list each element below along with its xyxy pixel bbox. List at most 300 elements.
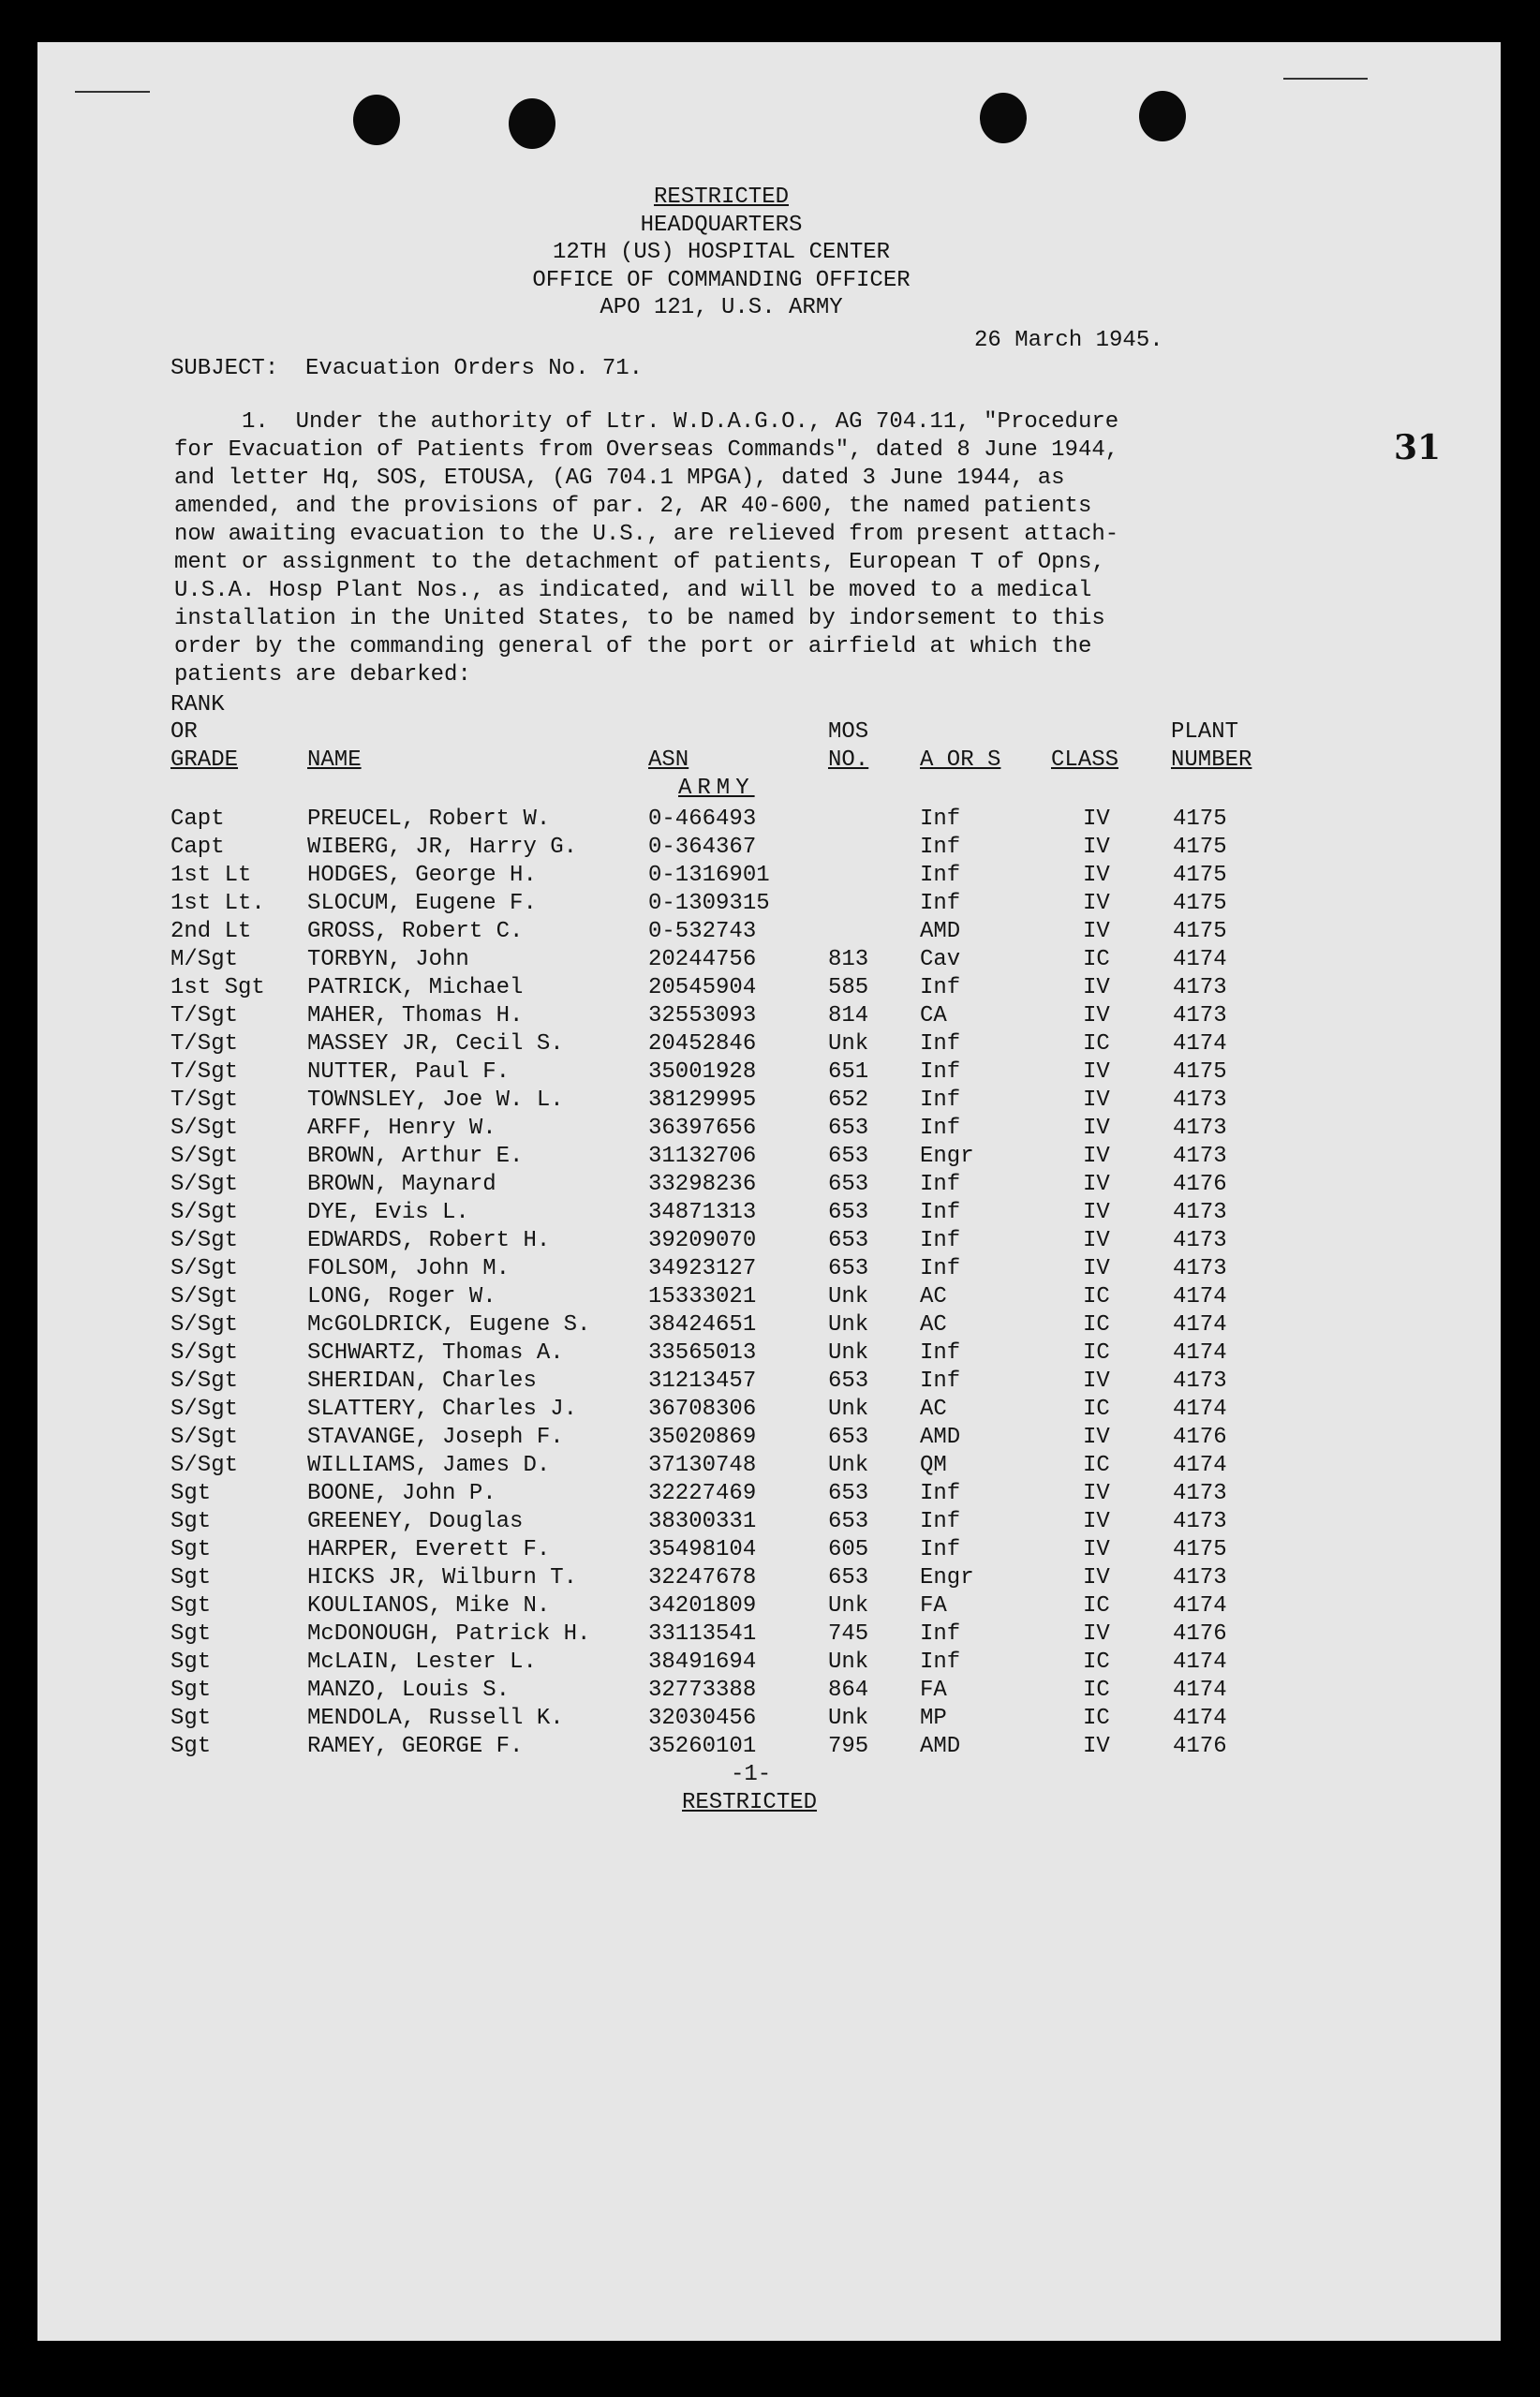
cell-mos: 813 bbox=[828, 947, 869, 972]
cell-a-or-s: Inf bbox=[920, 1172, 961, 1197]
cell-plant-number: 4175 bbox=[1173, 863, 1227, 888]
table-row bbox=[0, 1508, 1540, 1536]
cell-name: PATRICK, Michael bbox=[307, 975, 524, 1000]
cell-asn: 35498104 bbox=[648, 1537, 757, 1562]
table-row bbox=[0, 1564, 1540, 1592]
cell-class: IC bbox=[1083, 1706, 1110, 1731]
cell-class: IC bbox=[1083, 947, 1110, 972]
cell-grade: Sgt bbox=[170, 1734, 212, 1759]
table-row bbox=[0, 1649, 1540, 1677]
cell-asn: 34871313 bbox=[648, 1200, 757, 1225]
cell-grade: T/Sgt bbox=[170, 1059, 239, 1085]
table-row bbox=[0, 1115, 1540, 1143]
cell-plant-number: 4174 bbox=[1173, 1650, 1227, 1675]
cell-a-or-s: Inf bbox=[920, 975, 961, 1000]
cell-name: MENDOLA, Russell K. bbox=[307, 1706, 564, 1731]
cell-plant-number: 4173 bbox=[1173, 975, 1227, 1000]
cell-plant-number: 4174 bbox=[1173, 1678, 1227, 1703]
cell-grade: S/Sgt bbox=[170, 1340, 239, 1366]
hq-heading: HEADQUARTERS bbox=[640, 212, 803, 238]
subject-line: SUBJECT: Evacuation Orders No. 71. bbox=[170, 356, 644, 381]
cell-class: IV bbox=[1083, 1172, 1110, 1197]
cell-mos: 653 bbox=[828, 1228, 869, 1253]
table-row bbox=[0, 834, 1540, 862]
cell-name: HICKS JR, Wilburn T. bbox=[307, 1565, 578, 1591]
cell-class: IV bbox=[1083, 863, 1110, 888]
cell-name: STAVANGE, Joseph F. bbox=[307, 1425, 564, 1450]
cell-class: IC bbox=[1083, 1284, 1110, 1309]
cell-grade: 2nd Lt bbox=[170, 919, 252, 944]
cell-grade: Sgt bbox=[170, 1678, 212, 1703]
cell-grade: Sgt bbox=[170, 1650, 212, 1675]
cell-a-or-s: Inf bbox=[920, 1650, 961, 1675]
cell-class: IV bbox=[1083, 1565, 1110, 1591]
restricted-heading: RESTRICTED bbox=[653, 185, 790, 210]
cell-asn: 33298236 bbox=[648, 1172, 757, 1197]
table-row bbox=[0, 1058, 1540, 1087]
table-row bbox=[0, 1424, 1540, 1452]
cell-asn: 32773388 bbox=[648, 1678, 757, 1703]
table-row bbox=[0, 862, 1540, 890]
cell-asn: 0-532743 bbox=[648, 919, 757, 944]
cell-class: IV bbox=[1083, 1116, 1110, 1141]
cell-grade: S/Sgt bbox=[170, 1228, 239, 1253]
cell-grade: S/Sgt bbox=[170, 1284, 239, 1309]
cell-a-or-s: FA bbox=[920, 1593, 947, 1619]
cell-mos: Unk bbox=[828, 1340, 869, 1366]
cell-name: NUTTER, Paul F. bbox=[307, 1059, 511, 1085]
cell-grade: 1st Lt. bbox=[170, 891, 265, 916]
punch-hole bbox=[1139, 91, 1186, 141]
cell-mos: 745 bbox=[828, 1621, 869, 1647]
cell-a-or-s: Inf bbox=[920, 1256, 961, 1281]
cell-class: IV bbox=[1083, 1256, 1110, 1281]
table-row bbox=[0, 806, 1540, 834]
cell-grade: S/Sgt bbox=[170, 1425, 239, 1450]
cell-asn: 32227469 bbox=[648, 1481, 757, 1506]
page-number-stamp: 31 bbox=[1394, 428, 1442, 467]
col-mos-line1: MOS bbox=[828, 719, 869, 745]
table-row bbox=[0, 1705, 1540, 1733]
table-header bbox=[0, 691, 1540, 776]
cell-name: RAMEY, GEORGE F. bbox=[307, 1734, 524, 1759]
cell-name: KOULIANOS, Mike N. bbox=[307, 1593, 551, 1619]
cell-class: IV bbox=[1083, 806, 1110, 832]
letterhead bbox=[468, 184, 974, 322]
cell-class: IC bbox=[1083, 1312, 1110, 1338]
cell-class: IV bbox=[1083, 1059, 1110, 1085]
cell-class: IV bbox=[1083, 1088, 1110, 1113]
table-row bbox=[0, 1002, 1540, 1030]
cell-mos: Unk bbox=[828, 1650, 869, 1675]
cell-class: IV bbox=[1083, 1621, 1110, 1647]
cell-plant-number: 4176 bbox=[1173, 1621, 1227, 1647]
cell-class: IC bbox=[1083, 1031, 1110, 1057]
table-row bbox=[0, 918, 1540, 946]
cell-name: SCHWARTZ, Thomas A. bbox=[307, 1340, 564, 1366]
patient-table bbox=[0, 806, 1540, 1761]
col-grade-line2: OR bbox=[170, 719, 198, 745]
cell-asn: 38491694 bbox=[648, 1650, 757, 1675]
cell-grade: S/Sgt bbox=[170, 1172, 239, 1197]
cell-grade: Sgt bbox=[170, 1537, 212, 1562]
cell-plant-number: 4176 bbox=[1173, 1172, 1227, 1197]
cell-grade: M/Sgt bbox=[170, 947, 239, 972]
table-row bbox=[0, 1199, 1540, 1227]
cell-class: IV bbox=[1083, 1228, 1110, 1253]
cell-mos: 605 bbox=[828, 1537, 869, 1562]
cell-grade: 1st Lt bbox=[170, 863, 252, 888]
cell-plant-number: 4174 bbox=[1173, 1312, 1227, 1338]
cell-class: IV bbox=[1083, 1537, 1110, 1562]
table-row bbox=[0, 1677, 1540, 1705]
col-grade-line3: GRADE bbox=[170, 747, 239, 773]
cell-mos: 652 bbox=[828, 1088, 869, 1113]
punch-hole bbox=[980, 93, 1027, 143]
cell-asn: 31213457 bbox=[648, 1369, 757, 1394]
cell-plant-number: 4174 bbox=[1173, 1340, 1227, 1366]
table-row bbox=[0, 1171, 1540, 1199]
cell-a-or-s: Inf bbox=[920, 1369, 961, 1394]
cell-asn: 33113541 bbox=[648, 1621, 757, 1647]
cell-name: GREENEY, Douglas bbox=[307, 1509, 524, 1534]
cell-plant-number: 4173 bbox=[1173, 1116, 1227, 1141]
cell-name: BROWN, Arthur E. bbox=[307, 1144, 524, 1169]
table-row bbox=[0, 1733, 1540, 1761]
cell-name: TORBYN, John bbox=[307, 947, 469, 972]
paragraph-line: amended, and the provisions of par. 2, AR 40-600, the named patients bbox=[174, 494, 1092, 519]
cell-asn: 20244756 bbox=[648, 947, 757, 972]
cell-mos: 653 bbox=[828, 1116, 869, 1141]
table-row bbox=[0, 946, 1540, 974]
cell-plant-number: 4175 bbox=[1173, 1537, 1227, 1562]
cell-class: IV bbox=[1083, 1425, 1110, 1450]
paragraph-line: now awaiting evacuation to the U.S., are relieved from present attach- bbox=[174, 522, 1119, 547]
cell-mos: 653 bbox=[828, 1200, 869, 1225]
cell-a-or-s: Inf bbox=[920, 1340, 961, 1366]
table-row bbox=[0, 1283, 1540, 1311]
table-row bbox=[0, 974, 1540, 1002]
col-aors: A OR S bbox=[920, 747, 1001, 773]
cell-grade: Sgt bbox=[170, 1621, 212, 1647]
cell-name: McDONOUGH, Patrick H. bbox=[307, 1621, 591, 1647]
cell-class: IV bbox=[1083, 1144, 1110, 1169]
cell-grade: S/Sgt bbox=[170, 1369, 239, 1394]
table-row bbox=[0, 1592, 1540, 1620]
cell-plant-number: 4173 bbox=[1173, 1481, 1227, 1506]
cell-mos: 864 bbox=[828, 1678, 869, 1703]
cell-class: IV bbox=[1083, 891, 1110, 916]
cell-class: IV bbox=[1083, 1509, 1110, 1534]
cell-a-or-s: Cav bbox=[920, 947, 961, 972]
cell-mos: Unk bbox=[828, 1397, 869, 1422]
cell-name: GROSS, Robert C. bbox=[307, 919, 524, 944]
cell-grade: Sgt bbox=[170, 1565, 212, 1591]
col-grade-line1: RANK bbox=[170, 692, 225, 718]
col-plant-line2: NUMBER bbox=[1171, 747, 1252, 773]
cell-mos: Unk bbox=[828, 1031, 869, 1057]
cell-plant-number: 4173 bbox=[1173, 1003, 1227, 1028]
cell-name: SLATTERY, Charles J. bbox=[307, 1397, 578, 1422]
cell-mos: 653 bbox=[828, 1509, 869, 1534]
col-class: CLASS bbox=[1051, 747, 1119, 773]
cell-plant-number: 4174 bbox=[1173, 1397, 1227, 1422]
cell-a-or-s: AMD bbox=[920, 1425, 961, 1450]
cell-plant-number: 4173 bbox=[1173, 1369, 1227, 1394]
paragraph-line: installation in the United States, to be named by indorsement to this bbox=[174, 606, 1105, 631]
cell-plant-number: 4175 bbox=[1173, 1059, 1227, 1085]
cell-name: MASSEY JR, Cecil S. bbox=[307, 1031, 564, 1057]
cell-a-or-s: Inf bbox=[920, 1200, 961, 1225]
cell-mos: Unk bbox=[828, 1284, 869, 1309]
document-date: 26 March 1945. bbox=[974, 328, 1163, 353]
table-row bbox=[0, 1339, 1540, 1368]
cell-mos: 814 bbox=[828, 1003, 869, 1028]
cell-asn: 38424651 bbox=[648, 1312, 757, 1338]
cell-asn: 34923127 bbox=[648, 1256, 757, 1281]
cell-mos: 585 bbox=[828, 975, 869, 1000]
table-row bbox=[0, 1311, 1540, 1339]
cell-name: WIBERG, JR, Harry G. bbox=[307, 835, 578, 860]
cell-plant-number: 4173 bbox=[1173, 1144, 1227, 1169]
col-plant-line1: PLANT bbox=[1171, 719, 1239, 745]
cell-plant-number: 4173 bbox=[1173, 1200, 1227, 1225]
cell-class: IC bbox=[1083, 1650, 1110, 1675]
table-row bbox=[0, 1255, 1540, 1283]
cell-class: IV bbox=[1083, 1481, 1110, 1506]
cell-plant-number: 4173 bbox=[1173, 1088, 1227, 1113]
cell-name: LONG, Roger W. bbox=[307, 1284, 496, 1309]
cell-name: MANZO, Louis S. bbox=[307, 1678, 511, 1703]
cell-grade: Sgt bbox=[170, 1509, 212, 1534]
cell-asn: 0-364367 bbox=[648, 835, 757, 860]
cell-plant-number: 4173 bbox=[1173, 1509, 1227, 1534]
table-row bbox=[0, 1452, 1540, 1480]
cell-name: SHERIDAN, Charles bbox=[307, 1369, 537, 1394]
cell-asn: 37130748 bbox=[648, 1453, 757, 1478]
cell-a-or-s: FA bbox=[920, 1678, 947, 1703]
fold-mark bbox=[75, 91, 150, 93]
cell-class: IV bbox=[1083, 1369, 1110, 1394]
cell-a-or-s: MP bbox=[920, 1706, 947, 1731]
table-row bbox=[0, 1620, 1540, 1649]
table-row bbox=[0, 890, 1540, 918]
cell-a-or-s: AMD bbox=[920, 1734, 961, 1759]
cell-a-or-s: Inf bbox=[920, 1537, 961, 1562]
cell-grade: Sgt bbox=[170, 1481, 212, 1506]
cell-class: IV bbox=[1083, 975, 1110, 1000]
cell-plant-number: 4174 bbox=[1173, 1284, 1227, 1309]
cell-a-or-s: Inf bbox=[920, 863, 961, 888]
col-mos-line2: NO. bbox=[828, 747, 869, 773]
cell-plant-number: 4173 bbox=[1173, 1228, 1227, 1253]
cell-asn: 36397656 bbox=[648, 1116, 757, 1141]
footer-restricted: RESTRICTED bbox=[682, 1790, 818, 1815]
cell-a-or-s: Inf bbox=[920, 1088, 961, 1113]
cell-asn: 20545904 bbox=[648, 975, 757, 1000]
cell-plant-number: 4175 bbox=[1173, 806, 1227, 832]
cell-name: HODGES, George H. bbox=[307, 863, 537, 888]
cell-mos: Unk bbox=[828, 1706, 869, 1731]
cell-plant-number: 4174 bbox=[1173, 1453, 1227, 1478]
cell-grade: S/Sgt bbox=[170, 1453, 239, 1478]
cell-mos: Unk bbox=[828, 1312, 869, 1338]
cell-a-or-s: Inf bbox=[920, 1031, 961, 1057]
cell-grade: S/Sgt bbox=[170, 1200, 239, 1225]
cell-a-or-s: Inf bbox=[920, 1116, 961, 1141]
cell-mos: 653 bbox=[828, 1425, 869, 1450]
section-label-army: ARMY bbox=[678, 776, 755, 801]
cell-mos: 653 bbox=[828, 1369, 869, 1394]
cell-name: BOONE, John P. bbox=[307, 1481, 496, 1506]
cell-grade: Sgt bbox=[170, 1593, 212, 1619]
punch-hole bbox=[509, 98, 555, 149]
cell-asn: 15333021 bbox=[648, 1284, 757, 1309]
cell-a-or-s: Engr bbox=[920, 1565, 974, 1591]
table-row bbox=[0, 1227, 1540, 1255]
paragraph-line: 1. Under the authority of Ltr. W.D.A.G.O., AG 704.11, "Procedure bbox=[174, 409, 1119, 435]
cell-plant-number: 4175 bbox=[1173, 835, 1227, 860]
cell-mos: 651 bbox=[828, 1059, 869, 1085]
cell-asn: 36708306 bbox=[648, 1397, 757, 1422]
cell-a-or-s: QM bbox=[920, 1453, 947, 1478]
cell-name: ARFF, Henry W. bbox=[307, 1116, 496, 1141]
cell-mos: 653 bbox=[828, 1565, 869, 1591]
cell-plant-number: 4175 bbox=[1173, 919, 1227, 944]
cell-asn: 34201809 bbox=[648, 1593, 757, 1619]
cell-mos: 653 bbox=[828, 1481, 869, 1506]
cell-grade: 1st Sgt bbox=[170, 975, 265, 1000]
cell-name: PREUCEL, Robert W. bbox=[307, 806, 551, 832]
cell-plant-number: 4174 bbox=[1173, 1593, 1227, 1619]
cell-asn: 39209070 bbox=[648, 1228, 757, 1253]
col-asn: ASN bbox=[648, 747, 689, 773]
unit-heading: 12TH (US) HOSPITAL CENTER bbox=[552, 240, 891, 265]
cell-plant-number: 4173 bbox=[1173, 1565, 1227, 1591]
cell-plant-number: 4174 bbox=[1173, 1706, 1227, 1731]
cell-asn: 33565013 bbox=[648, 1340, 757, 1366]
cell-class: IV bbox=[1083, 835, 1110, 860]
cell-name: EDWARDS, Robert H. bbox=[307, 1228, 551, 1253]
cell-grade: S/Sgt bbox=[170, 1116, 239, 1141]
cell-name: McGOLDRICK, Eugene S. bbox=[307, 1312, 591, 1338]
cell-asn: 31132706 bbox=[648, 1144, 757, 1169]
table-row bbox=[0, 1536, 1540, 1564]
cell-class: IV bbox=[1083, 919, 1110, 944]
cell-asn: 32553093 bbox=[648, 1003, 757, 1028]
cell-a-or-s: Inf bbox=[920, 1059, 961, 1085]
cell-class: IC bbox=[1083, 1678, 1110, 1703]
cell-plant-number: 4174 bbox=[1173, 947, 1227, 972]
cell-grade: S/Sgt bbox=[170, 1397, 239, 1422]
paragraph-line: U.S.A. Hosp Plant Nos., as indicated, and will be moved to a medical bbox=[174, 578, 1092, 603]
cell-asn: 0-466493 bbox=[648, 806, 757, 832]
cell-asn: 38300331 bbox=[648, 1509, 757, 1534]
cell-plant-number: 4173 bbox=[1173, 1256, 1227, 1281]
cell-a-or-s: Inf bbox=[920, 1509, 961, 1534]
cell-mos: 653 bbox=[828, 1144, 869, 1169]
paragraph-line: order by the commanding general of the port or airfield at which the bbox=[174, 634, 1092, 659]
cell-a-or-s: AMD bbox=[920, 919, 961, 944]
table-row bbox=[0, 1030, 1540, 1058]
cell-plant-number: 4175 bbox=[1173, 891, 1227, 916]
cell-name: FOLSOM, John M. bbox=[307, 1256, 511, 1281]
cell-a-or-s: CA bbox=[920, 1003, 947, 1028]
cell-name: DYE, Evis L. bbox=[307, 1200, 469, 1225]
cell-a-or-s: Inf bbox=[920, 806, 961, 832]
cell-a-or-s: Inf bbox=[920, 1228, 961, 1253]
cell-name: TOWNSLEY, Joe W. L. bbox=[307, 1088, 564, 1113]
punch-hole bbox=[353, 95, 400, 145]
cell-asn: 32247678 bbox=[648, 1565, 757, 1591]
fold-mark bbox=[1283, 78, 1368, 80]
cell-name: HARPER, Everett F. bbox=[307, 1537, 551, 1562]
cell-asn: 35260101 bbox=[648, 1734, 757, 1759]
cell-a-or-s: Inf bbox=[920, 1621, 961, 1647]
cell-name: MAHER, Thomas H. bbox=[307, 1003, 524, 1028]
table-row bbox=[0, 1368, 1540, 1396]
cell-asn: 0-1316901 bbox=[648, 863, 770, 888]
col-name: NAME bbox=[307, 747, 362, 773]
cell-grade: T/Sgt bbox=[170, 1088, 239, 1113]
cell-grade: Sgt bbox=[170, 1706, 212, 1731]
cell-asn: 32030456 bbox=[648, 1706, 757, 1731]
cell-grade: Capt bbox=[170, 835, 225, 860]
cell-grade: T/Sgt bbox=[170, 1003, 239, 1028]
cell-grade: Capt bbox=[170, 806, 225, 832]
cell-asn: 35001928 bbox=[648, 1059, 757, 1085]
cell-name: SLOCUM, Eugene F. bbox=[307, 891, 537, 916]
cell-mos: 795 bbox=[828, 1734, 869, 1759]
cell-mos: Unk bbox=[828, 1453, 869, 1478]
cell-grade: S/Sgt bbox=[170, 1144, 239, 1169]
cell-a-or-s: Inf bbox=[920, 1481, 961, 1506]
footer-page-number: -1- bbox=[731, 1762, 772, 1787]
cell-mos: Unk bbox=[828, 1593, 869, 1619]
cell-asn: 38129995 bbox=[648, 1088, 757, 1113]
cell-class: IC bbox=[1083, 1453, 1110, 1478]
cell-class: IC bbox=[1083, 1593, 1110, 1619]
cell-grade: S/Sgt bbox=[170, 1312, 239, 1338]
table-row bbox=[0, 1480, 1540, 1508]
cell-a-or-s: AC bbox=[920, 1397, 947, 1422]
cell-a-or-s: Inf bbox=[920, 835, 961, 860]
cell-plant-number: 4176 bbox=[1173, 1425, 1227, 1450]
cell-mos: 653 bbox=[828, 1256, 869, 1281]
cell-a-or-s: AC bbox=[920, 1284, 947, 1309]
cell-grade: S/Sgt bbox=[170, 1256, 239, 1281]
table-row bbox=[0, 1396, 1540, 1424]
cell-asn: 0-1309315 bbox=[648, 891, 770, 916]
cell-plant-number: 4176 bbox=[1173, 1734, 1227, 1759]
cell-name: BROWN, Maynard bbox=[307, 1172, 496, 1197]
apo-heading: APO 121, U.S. ARMY bbox=[600, 295, 843, 320]
cell-a-or-s: AC bbox=[920, 1312, 947, 1338]
cell-class: IV bbox=[1083, 1734, 1110, 1759]
table-row bbox=[0, 1087, 1540, 1115]
paragraph-line: for Evacuation of Patients from Overseas Commands", dated 8 June 1944, bbox=[174, 437, 1119, 463]
paragraph-line: and letter Hq, SOS, ETOUSA, (AG 704.1 MPGA), dated 3 June 1944, as bbox=[174, 466, 1065, 491]
cell-name: WILLIAMS, James D. bbox=[307, 1453, 551, 1478]
paragraph-line: ment or assignment to the detachment of patients, European T of Opns, bbox=[174, 550, 1105, 575]
cell-class: IV bbox=[1083, 1200, 1110, 1225]
paragraph-line: patients are debarked: bbox=[174, 662, 471, 688]
cell-plant-number: 4174 bbox=[1173, 1031, 1227, 1057]
cell-mos: 653 bbox=[828, 1172, 869, 1197]
cell-grade: T/Sgt bbox=[170, 1031, 239, 1057]
cell-class: IC bbox=[1083, 1397, 1110, 1422]
office-heading: OFFICE OF COMMANDING OFFICER bbox=[532, 267, 911, 293]
